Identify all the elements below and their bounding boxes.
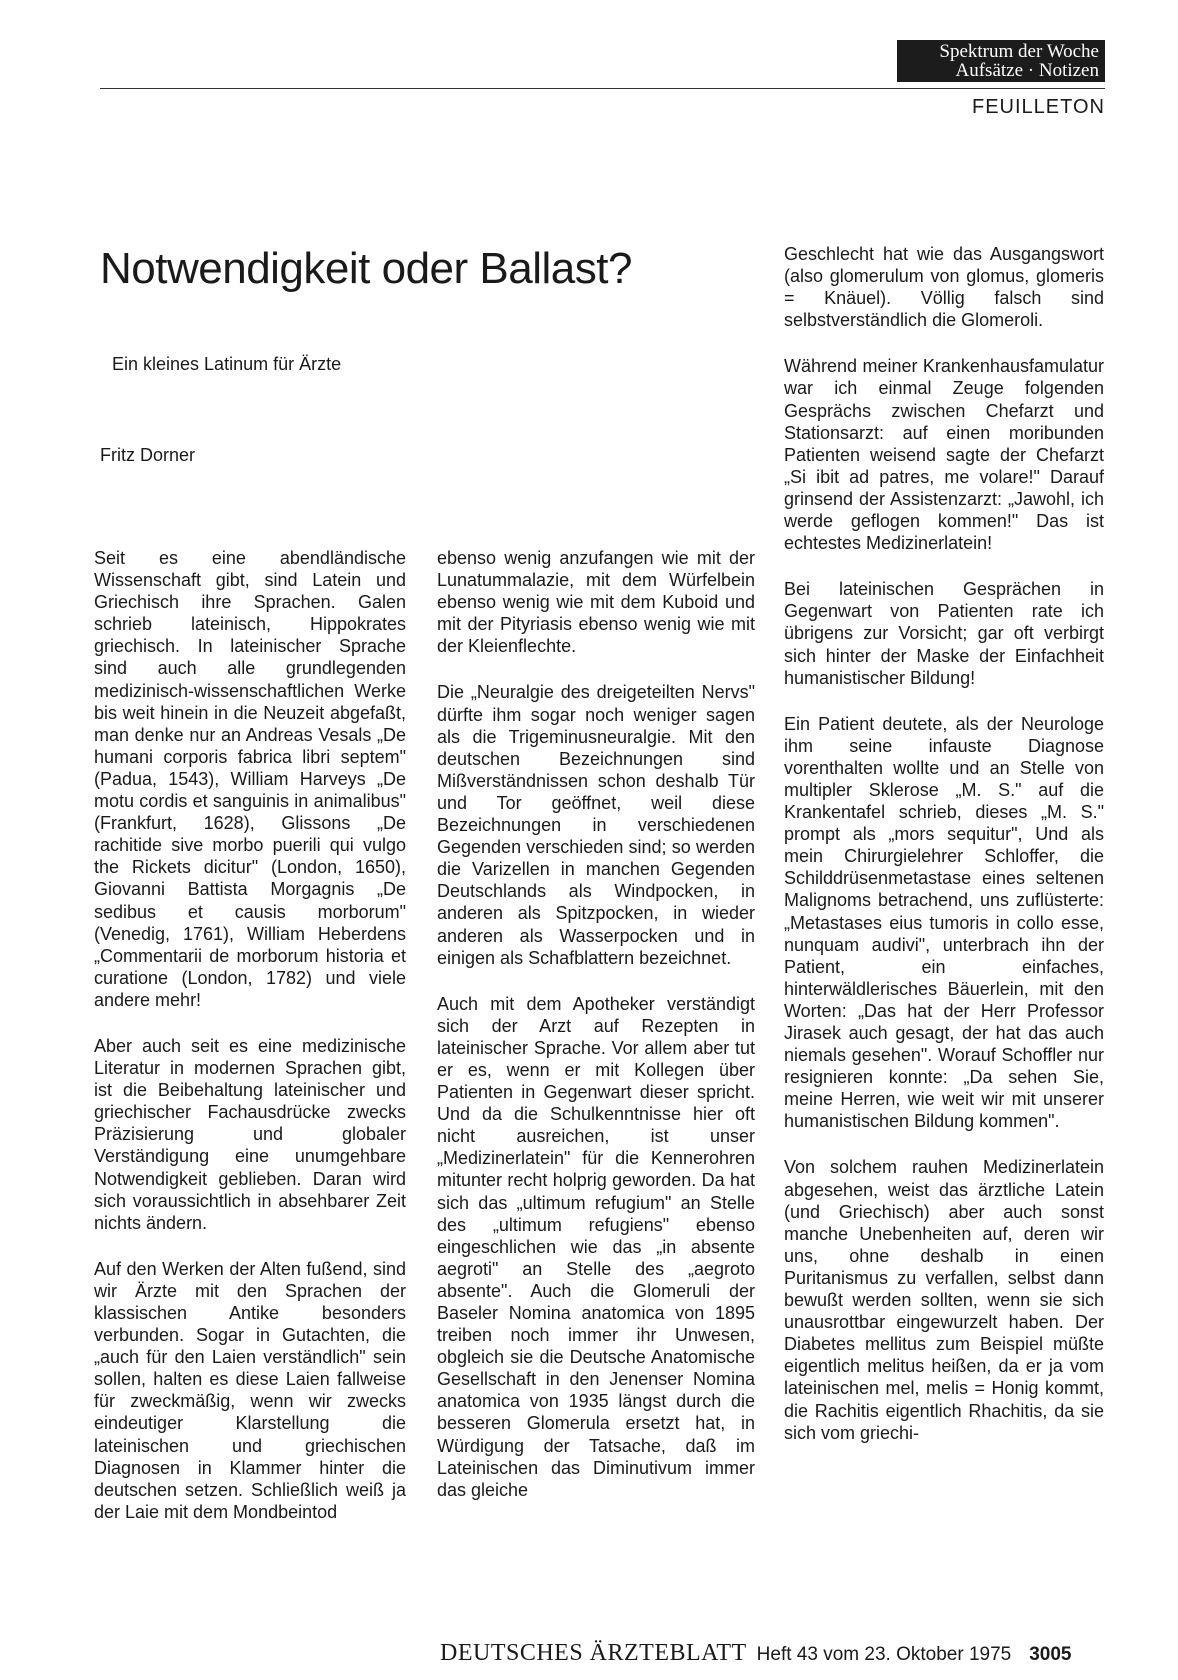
paragraph: Während meiner Krankenhausfamulatur war ich einmal Zeuge folgenden Gesprächs zwischen Chefarzt und Stationsarzt: auf einen moribunden Patienten weisend sagte der Chefarzt „Si ibit ad patres, me volare!" Darauf grinsend der Assistenzarzt: „Jawohl, ich werde geflogen kommen!" Das ist echtestes Medizinerlatein!	[784, 356, 1104, 554]
header-rule	[100, 88, 1105, 89]
paragraph: Auch mit dem Apotheker verständigt sich der Arzt auf Rezepten in lateinischer Sprache. Vor allem aber tut er es, wenn er mit Kollegen über Patienten in Gegenwart dieser spricht. Und da die Schulkenntnisse hier oft nicht ausreichen, ist unser „Medizinerlatein" für die Kennerohren mitunter recht holprig geworden. Da hat sich das „ultimum refugium" an Stelle des „ultimum refugiens" ebenso eingeschlichen wie das „in absente aegroti" an Stelle des „aegroto absente". Auch die Glomeruli der Baseler Nomina anatomica von 1895 treiben noch immer ihr Unwesen, obgleich sie die Deutsche Anatomische Gesellschaft in den Jenenser Nomina anatomica von 1935 längst durch die besseren Glomerula ersetzt hat, in Würdigung der Tatsache, daß im Lateinischen das Diminutivum immer das gleiche	[437, 993, 755, 1500]
paragraph: Bei lateinischen Gesprächen in Gegenwart von Patienten rate ich übrigens zur Vorsicht; gar oft verbirgt sich hinter der Maske der Einfachheit humanistischer Bildung!	[784, 579, 1104, 688]
text-column-2	[437, 547, 755, 1525]
paragraph: Aber auch seit es eine medizinische Literatur in modernen Sprachen gibt, ist die Beibehaltung lateinischer und griechischer Fachausdrücke zwecks Präzisierung und globaler Verständigung eine unumgehbare Notwendigkeit geblieben. Daran wird sich voraussichtlich in absehbarer Zeit nichts ändern.	[94, 1035, 406, 1233]
article-title: Notwendigkeit oder Ballast?	[100, 244, 632, 293]
article-subtitle: Ein kleines Latinum für Ärzte	[112, 354, 342, 374]
paragraph: Die „Neuralgie des dreigeteilten Nervs" dürfte ihm sogar noch weniger sagen als die Trigeminusneuralgie. Mit den deutschen Bezeichnungen sind Mißverständnissen schon deshalb Tür und Tor geöffnet, weil diese Bezeichnungen in verschiedenen Gegenden verschieden sind; so werden die Varizellen in manchen Gegenden Deutschlands als Windpocken, in anderen als Spitzpocken, in wieder anderen als Wasserpocken und in einigen als Schafblattern bezeichnet.	[437, 682, 755, 968]
issue-info: Heft 43 vom 23. Oktober 1975	[756, 1644, 1012, 1665]
page-number: 3005	[1029, 1644, 1072, 1665]
text-column-1	[94, 547, 406, 1547]
magazine-name: DEUTSCHES ÄRZTEBLATT	[440, 1640, 747, 1666]
section-badge	[897, 40, 1105, 82]
badge-line-2: Aufsätze · Notizen	[955, 60, 1099, 81]
paragraph: Seit es eine abendländische Wissenschaft gibt, sind Latein und Griechisch ihre Sprachen. Galen schrieb lateinisch, Hippokrates griechisch. In lateinischer Sprache sind auch alle grundlegenden medizinisch-wissenschaftlichen Werke bis weit hinein in die Neuzeit abgefaßt, man denke nur an Andreas Vesals „De humani corporis fabrica libri septem" (Padua, 1543), William Harveys „De motu cordis et sanguinis in animalibus" (Frankfurt, 1628), Glissons „De rachitide sive morbo puerili qui vulgo the Rickets dicitur" (London, 1650), Giovanni Battista Morgagnis „De sedibus et causis morborum" (Venedig, 1761), William Heberdens „Commentarii de morborum historia et curatione (London, 1782) und viele andere mehr!	[94, 548, 406, 1010]
text-column-3	[784, 243, 1104, 1468]
badge-line-1: Spektrum der Woche	[939, 41, 1099, 62]
page-footer	[440, 1640, 1072, 1667]
article-author: Fritz Dorner	[100, 445, 196, 465]
paragraph: ebenso wenig anzufangen wie mit der Lunatummalazie, mit dem Würfelbein ebenso wenig wie mit dem Kuboid und mit der Pityriasis ebenso wenig wie mit der Kleienflechte.	[437, 548, 755, 657]
section-label: FEUILLETON	[972, 96, 1105, 118]
paragraph: Geschlecht hat wie das Ausgangswort (also glomerulum von glomus, glomeris = Knäuel). Völlig falsch sind selbstverständlich die Glomeroli.	[784, 244, 1104, 331]
paragraph: Von solchem rauhen Medizinerlatein abgesehen, weist das ärztliche Latein (und Griechisch) aber auch sonst manche Unebenheiten auf, deren wir uns, ohne deshalb in einen Puritanismus zu verfallen, selbst dann bewußt werden sollten, wenn sie sich unausrottbar eingewurzelt haben. Der Diabetes mellitus zum Beispiel müßte eigentlich melitus heißen, da er ja vom lateinischen mel, melis = Honig kommt, die Rachitis eigentlich Rhachitis, da sie sich vom griechi-	[784, 1157, 1104, 1443]
paragraph: Ein Patient deutete, als der Neurologe ihm seine infauste Diagnose vorenthalten wollte und an Stelle von multipler Sklerose „M. S." auf die Krankentafel schrieb, dieses „M. S." prompt als „mors sequitur", Und als mein Chirurgielehrer Schloffer, die Schilddrüsenmetastase eines seltenen Malignoms betrachend, uns zuflüsterte: „Metastases eius tumoris in collo esse, nunquam audivi", unterbrach ihn der Patient, ein einfaches, hinterwäldlerisches Bäuerlein, mit den Worten: „Das hat der Herr Professor Jirasek auch gesagt, der hat das auch niemals gesehen". Worauf Schoffler nur resignieren konnte: „Da sehen Sie, meine Herren, wie weit wir mit unserer humanistischen Bildung kommen".	[784, 713, 1104, 1132]
paragraph: Auf den Werken der Alten fußend, sind wir Ärzte mit den Sprachen der klassischen Antike besonders verbunden. Sogar in Gutachten, die „auch für den Laien verständlich" sein sollen, halten es diese Laien fallweise für zweckmäßig, wenn wir zwecks eindeutiger Klarstellung die lateinischen und griechischen Diagnosen in Klammer hinter die deutschen setzen. Schließlich weiß ja der Laie mit dem Mondbeintod	[94, 1258, 406, 1522]
